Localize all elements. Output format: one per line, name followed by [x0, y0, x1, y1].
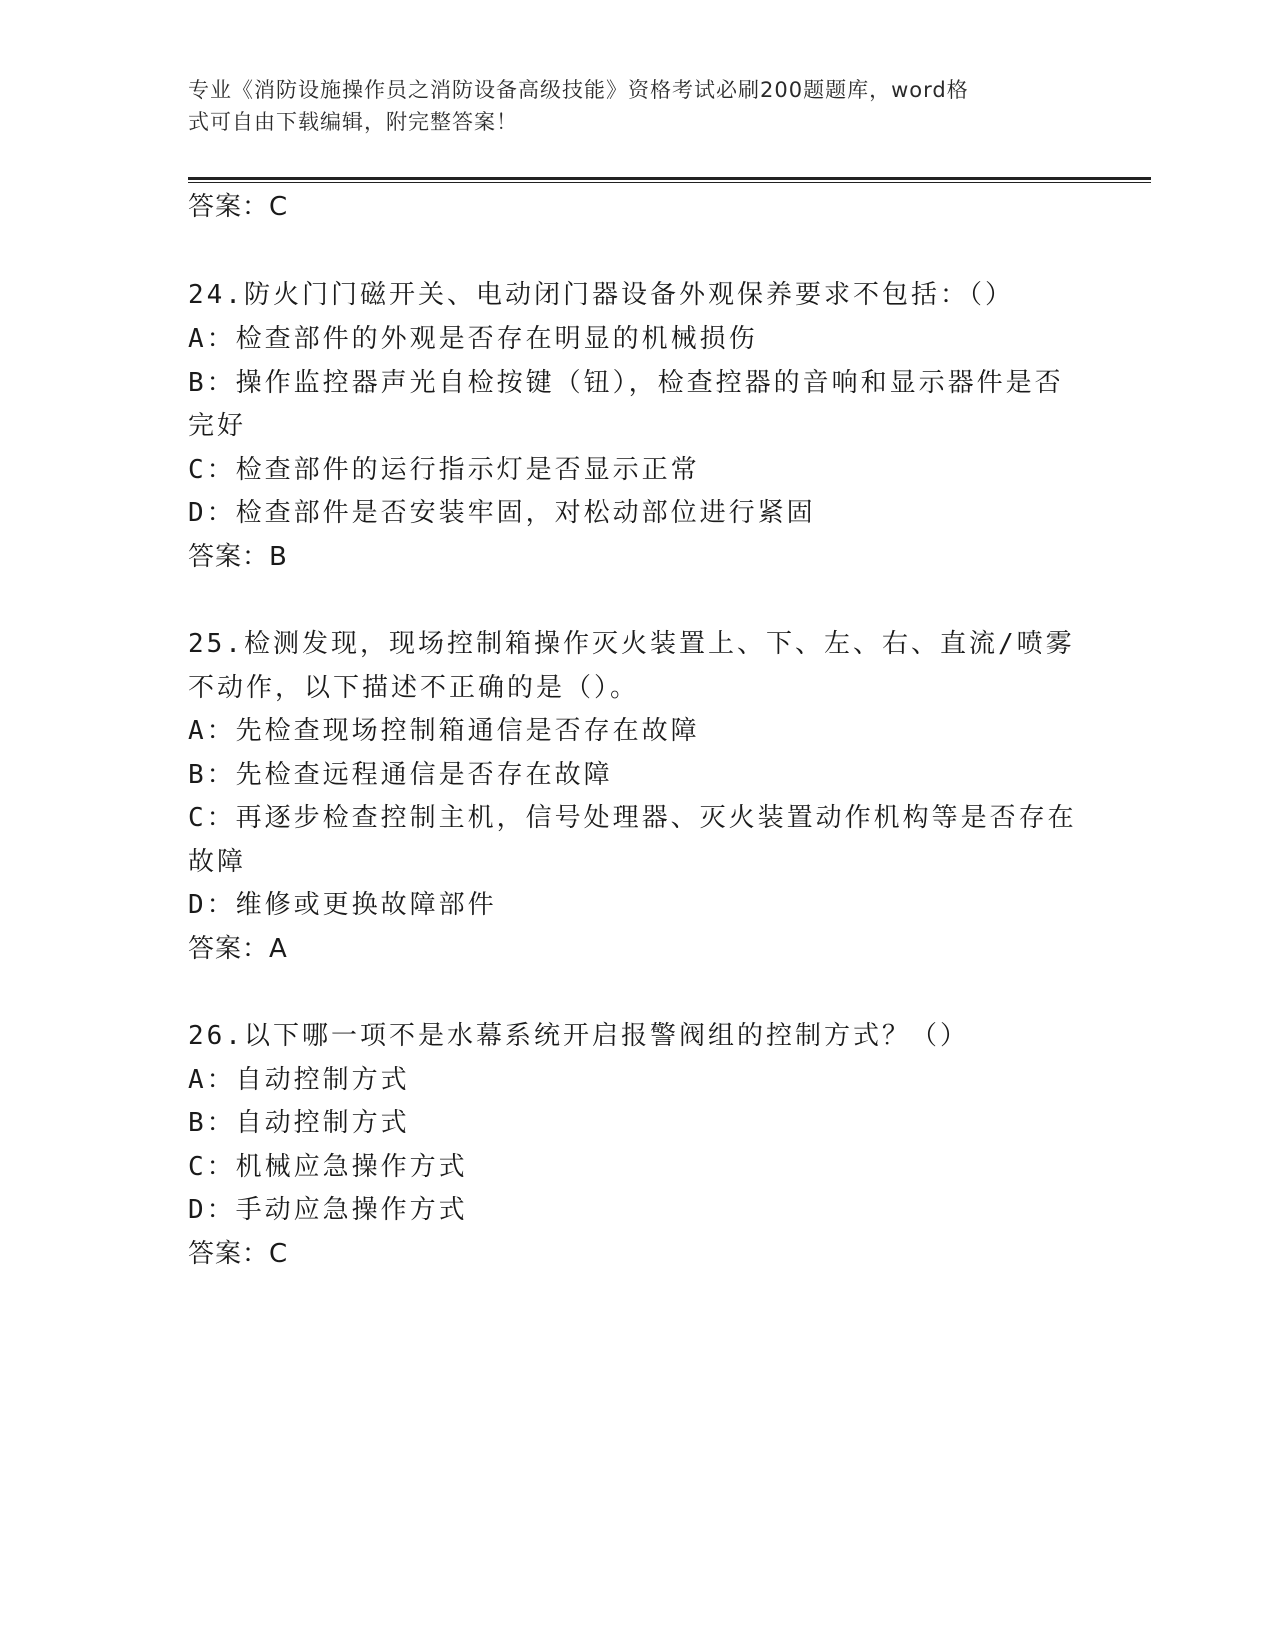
option-d: D：维修或更换故障部件 [188, 890, 497, 920]
question-stem: 24.防火门门磁开关、电动闭门器设备外观保养要求不包括：（） [188, 280, 1014, 310]
answer: 答案：B [188, 542, 288, 572]
header-rule-thick [188, 177, 1151, 180]
option-b: B：操作监控器声光自检按键（钮），检查控器的音响和显示器件是否 [188, 368, 1064, 398]
document-header [188, 74, 1068, 138]
previous-answer: 答案：C [188, 192, 289, 222]
option-a: A：先检查现场控制箱通信是否存在故障 [188, 716, 700, 746]
header-line-1: 专业《消防设施操作员之消防设备高级技能》资格考试必刷200题题库，word格 [188, 78, 969, 102]
question-stem-continued: 不动作，以下描述不正确的是（）。 [188, 673, 640, 703]
header-line-2: 式可自由下载编辑，附完整答案！ [188, 110, 518, 134]
option-c: C：再逐步检查控制主机，信号处理器、灭火装置动作机构等是否存在 [188, 803, 1077, 833]
option-b: B：先检查远程通信是否存在故障 [188, 760, 613, 790]
answer: 答案：C [188, 1239, 289, 1269]
option-d: D：检查部件是否安装牢固，对松动部位进行紧固 [188, 498, 816, 528]
question-stem: 26.以下哪一项不是水幕系统开启报警阀组的控制方式？（） [188, 1021, 969, 1051]
option-a: A：检查部件的外观是否存在明显的机械损伤 [188, 324, 758, 354]
header-rule-thin [188, 182, 1151, 183]
option-d: D：手动应急操作方式 [188, 1195, 468, 1225]
option-b: B：自动控制方式 [188, 1108, 410, 1138]
option-c-continued: 故障 [188, 847, 247, 877]
option-c: C：机械应急操作方式 [188, 1152, 468, 1182]
option-c: C：检查部件的运行指示灯是否显示正常 [188, 455, 700, 485]
answer: 答案：A [188, 934, 288, 964]
question-stem: 25.检测发现，现场控制箱操作灭火装置上、下、左、右、直流/喷雾 [188, 629, 1075, 659]
option-a: A：自动控制方式 [188, 1065, 410, 1095]
option-b-continued: 完好 [188, 411, 247, 441]
